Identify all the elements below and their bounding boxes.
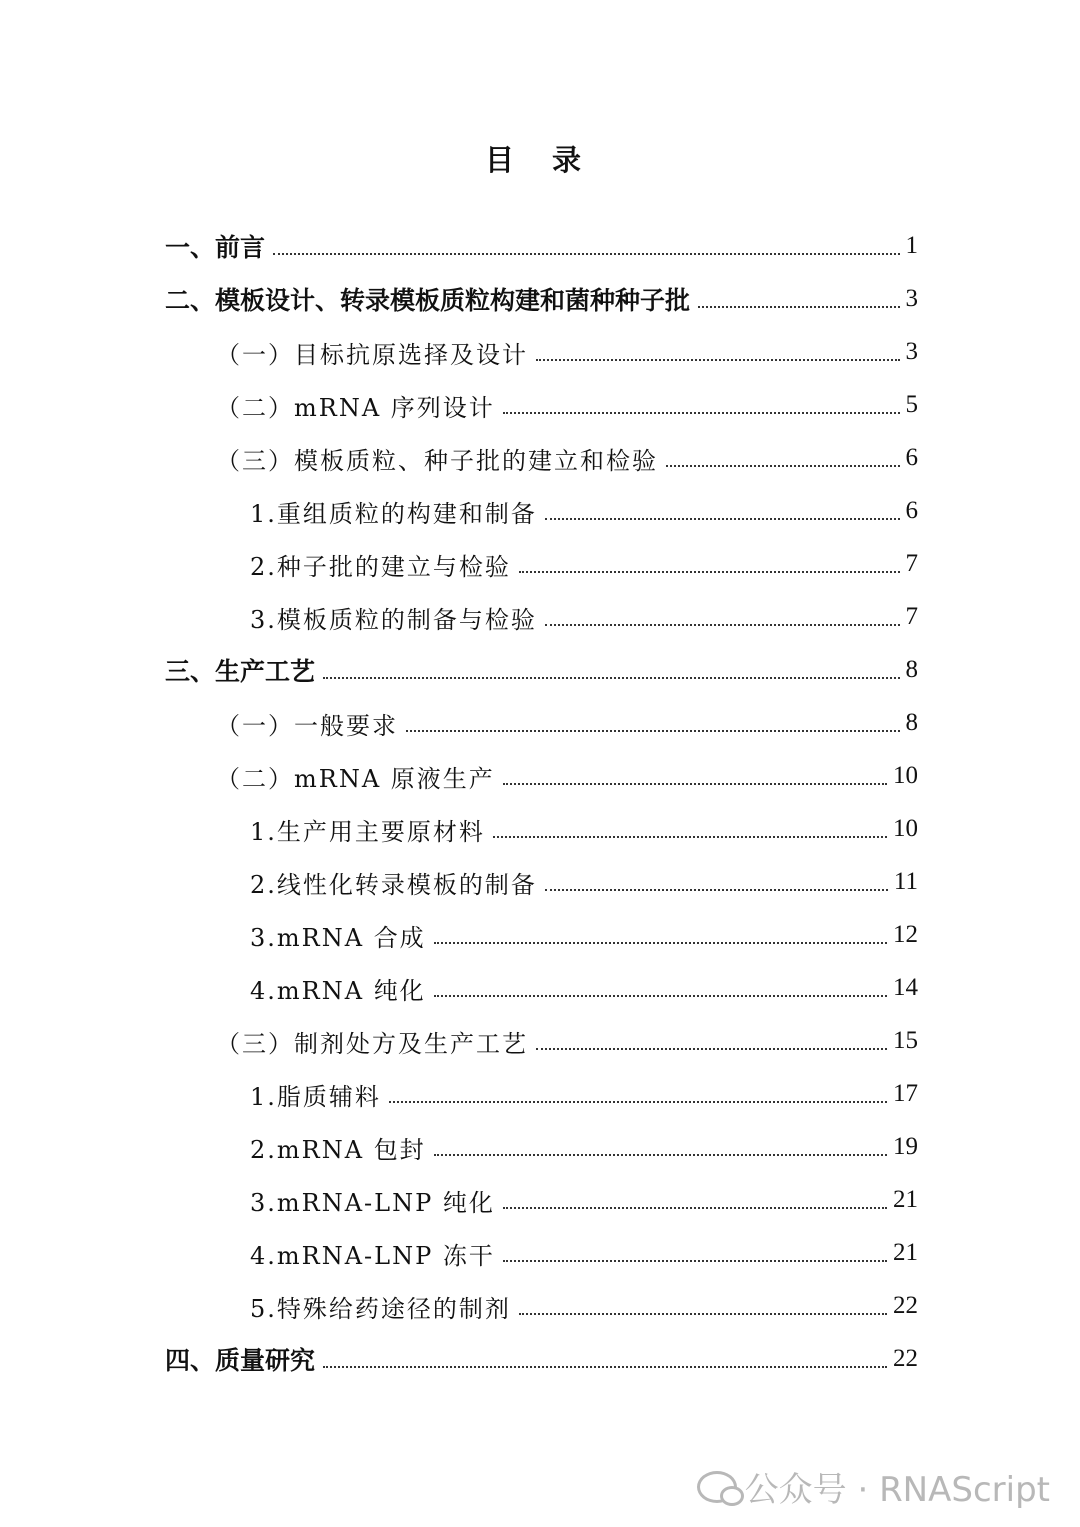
toc-leader-dots (545, 889, 888, 891)
watermark (697, 1462, 1050, 1511)
toc-leader-dots (519, 1313, 887, 1315)
toc-leader-dots (406, 730, 900, 732)
toc-entry-label: （一）目标抗原选择及设计 (216, 340, 528, 369)
toc-entry-page: 22 (893, 1292, 918, 1319)
toc-leader-dots (536, 359, 900, 361)
toc-entry (250, 961, 918, 1015)
toc-entry (250, 908, 918, 962)
toc-entry-page: 3 (905, 285, 918, 312)
toc-entry-label: （三）制剂处方及生产工艺 (216, 1029, 528, 1058)
toc-leader-dots (434, 995, 887, 997)
toc-entry-label: （一）一般要求 (216, 711, 398, 740)
toc-leader-dots (434, 1154, 887, 1156)
toc-entry-label: 1.生产用主要原材料 (250, 817, 485, 846)
toc-entry (250, 590, 918, 644)
wechat-icon (697, 1471, 737, 1503)
toc-entry-label: 2.mRNA 包封 (250, 1135, 426, 1164)
toc-entry-label: 3.mRNA-LNP 纯化 (250, 1188, 495, 1217)
toc-entry (216, 749, 918, 803)
toc-leader-dots (434, 942, 887, 944)
toc-entry-label: 四、质量研究 (165, 1346, 316, 1375)
toc-entry-label: 三、生产工艺 (165, 657, 316, 686)
toc-leader-dots (323, 677, 899, 679)
toc-entry-page: 7 (905, 550, 918, 577)
toc-leader-dots (519, 571, 900, 573)
toc-entry (216, 696, 918, 750)
toc-entry-label: 4.mRNA 纯化 (250, 976, 426, 1005)
toc-entry (250, 855, 918, 909)
toc-leader-dots (503, 783, 887, 785)
toc-leader-dots (323, 1366, 887, 1368)
toc-entry-page: 14 (893, 974, 918, 1001)
toc-entry (216, 325, 918, 379)
toc-entry (165, 1332, 918, 1386)
toc-entry-page: 8 (905, 709, 918, 736)
toc-leader-dots (273, 253, 899, 255)
toc-entry (250, 802, 918, 856)
toc-entry (165, 219, 918, 273)
toc-entry-page: 21 (893, 1186, 918, 1213)
toc-entry-page: 17 (893, 1080, 918, 1107)
toc-leader-dots (503, 412, 900, 414)
toc-entry (250, 1067, 918, 1121)
toc-entry (216, 1014, 918, 1068)
toc-leader-dots (503, 1207, 887, 1209)
toc-entry (250, 1120, 918, 1174)
toc-leader-dots (545, 518, 900, 520)
toc-entry-page: 10 (893, 815, 918, 842)
toc-leader-dots (493, 836, 887, 838)
toc-entry (165, 272, 918, 326)
toc-entry-label: 2.种子批的建立与检验 (250, 552, 511, 581)
toc-entry-label: 1.重组质粒的构建和制备 (250, 499, 537, 528)
toc-entry (250, 537, 918, 591)
toc-entry-label: 1.脂质辅料 (250, 1082, 381, 1111)
toc-entry-label: 3.mRNA 合成 (250, 923, 426, 952)
toc-entry (250, 1173, 918, 1227)
toc-entry-label: （二）mRNA 序列设计 (216, 393, 495, 422)
toc-entry-page: 12 (893, 921, 918, 948)
toc-entry-label: 4.mRNA-LNP 冻干 (250, 1241, 495, 1270)
toc-entry (250, 484, 918, 538)
toc-leader-dots (545, 624, 900, 626)
toc-entry-page: 7 (905, 603, 918, 630)
toc-leader-dots (536, 1048, 887, 1050)
watermark-text: 公众号 · RNAScript (744, 1470, 1050, 1510)
toc-entry-page: 19 (893, 1133, 918, 1160)
toc-leader-dots (666, 465, 900, 467)
toc-entry (216, 431, 918, 485)
toc-entry-label: （三）模板质粒、种子批的建立和检验 (216, 446, 658, 475)
toc-entry-page: 6 (905, 497, 918, 524)
page-title: 目 录 (484, 143, 596, 177)
toc-entry-page: 8 (905, 656, 918, 683)
toc-entry-page: 5 (905, 391, 918, 418)
toc-entry (165, 643, 918, 697)
toc-entry-label: 2.线性化转录模板的制备 (250, 870, 537, 899)
toc-entry-page: 3 (905, 338, 918, 365)
toc-entry-label: 5.特殊给药途径的制剂 (250, 1294, 511, 1323)
toc-entry (250, 1279, 918, 1333)
toc-entry-page: 11 (893, 868, 918, 895)
toc-entry-page: 6 (905, 444, 918, 471)
toc-entry-label: 一、前言 (165, 233, 266, 262)
toc-entry-label: （二）mRNA 原液生产 (216, 764, 495, 793)
toc-entry (250, 1226, 918, 1280)
toc-entry-label: 3.模板质粒的制备与检验 (250, 605, 537, 634)
toc-entry-page: 22 (893, 1345, 918, 1372)
toc-leader-dots (698, 306, 899, 308)
toc-entry-page: 10 (893, 762, 918, 789)
toc-entry (216, 378, 918, 432)
toc-leader-dots (503, 1260, 887, 1262)
toc-entry-page: 15 (893, 1027, 918, 1054)
toc-entry-label: 二、模板设计、转录模板质粒构建和菌种种子批 (165, 286, 691, 315)
toc-entry-page: 1 (905, 232, 918, 259)
toc-leader-dots (389, 1101, 887, 1103)
toc-entry-page: 21 (893, 1239, 918, 1266)
